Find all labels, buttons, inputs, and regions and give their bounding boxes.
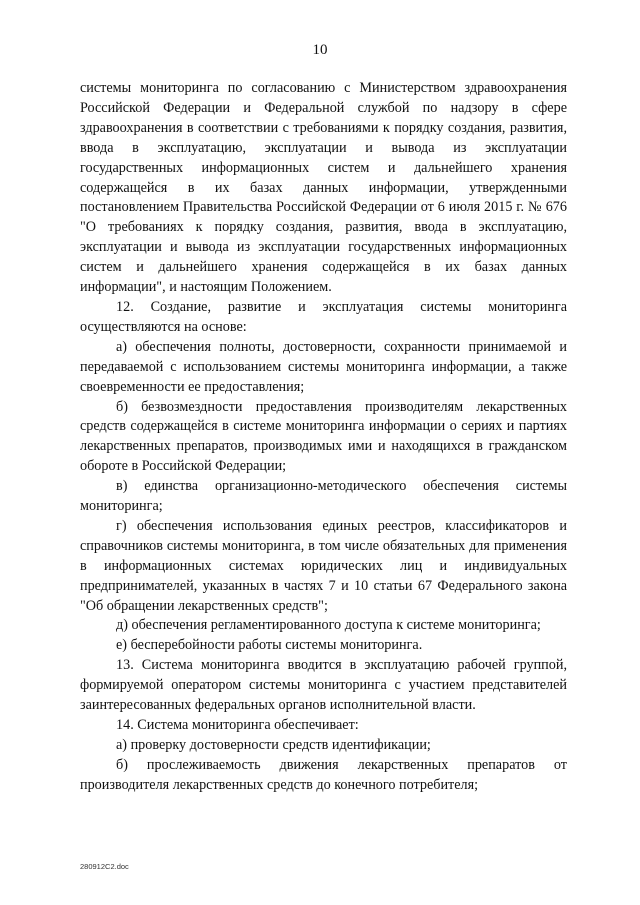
paragraph-clause-12-a: а) обеспечения полноты, достоверности, сохранности принимаемой и передаваемой с использованием системы мониторинга информации, а также своевременности ее предоставления; [80, 338, 567, 395]
footer-file-code: 280912C2.doc [80, 862, 129, 871]
paragraph-clause-12-v: в) единства организационно-методического обеспечения системы мониторинга; [80, 478, 567, 515]
paragraph-clause-14: 14. Система мониторинга обеспечивает: [116, 717, 359, 733]
paragraph-clause-12-e: е) бесперебойности работы системы мониторинга. [116, 637, 423, 654]
document-body [80, 79, 567, 796]
paragraph-clause-13: 13. Система мониторинга вводится в эксплуатацию рабочей группой, формируемой оператором системы мониторинга с участием представителей заинтересованных федеральных органов исполнительной власти. [80, 657, 567, 714]
paragraph-continuation: системы мониторинга по согласованию с Министерством здравоохранения Российской Федерации и Федеральной службой по надзору в сфере здравоохранения в соответствии с требованиями к порядку создания, развития, ввода в эксплуатацию, эксплуатации и вывода из эксплуатации государственных информационных систем и дальнейшего хранения содержащейся в их базах данных информации, утвержденными постановлением Правительства Российской Федерации от 6 июля 2015 г. № 676 "О требованиях к порядку создания, развития, ввода в эксплуатацию, эксплуатации и вывода из эксплуатации государственных информационных систем и дальнейшего хранения содержащейся в их базах данных информации", и настоящим Положением. [80, 80, 567, 296]
paragraph-clause-12-g: г) обеспечения использования единых реестров, классификаторов и справочников системы мониторинга, в том числе обязательных для применения в информационных системах юридических лиц и индивидуальных предпринимателей, указанных в частях 7 и 10 статьи 67 Федерального закона "Об обращении лекарственных средств"; [80, 517, 567, 614]
paragraph-clause-12-b: б) безвозмездности предоставления производителям лекарственных средств содержащейся в системе мониторинга информации о сериях и партиях лекарственных препаратов, производимых ими и находящихся в гражданском обороте в Российской Федерации; [80, 398, 567, 475]
paragraph-clause-14-a: а) проверку достоверности средств идентификации; [116, 736, 431, 753]
page-number: 10 [312, 42, 328, 58]
paragraph-clause-12: 12. Создание, развитие и эксплуатация системы мониторинга осуществляются на основе: [80, 298, 567, 335]
paragraph-clause-14-b: б) прослеживаемость движения лекарственных препаратов от производителя лекарственных средств до конечного потребителя; [80, 756, 567, 793]
paragraph-clause-12-d: д) обеспечения регламентированного доступа к системе мониторинга; [116, 617, 541, 634]
